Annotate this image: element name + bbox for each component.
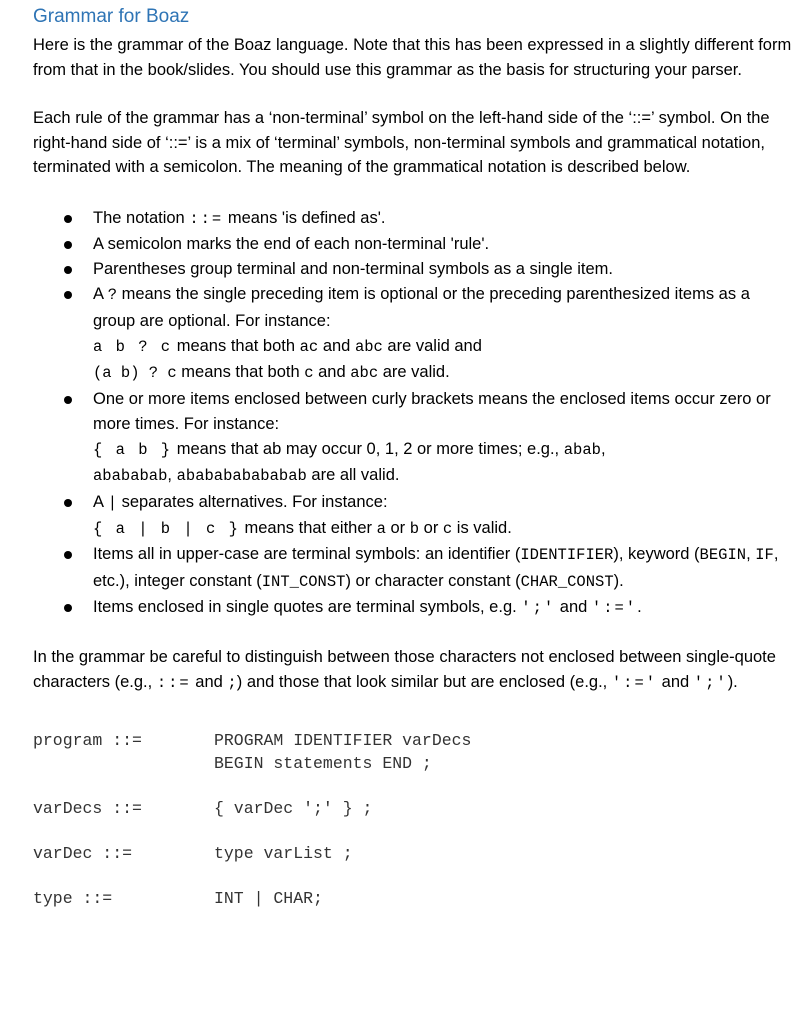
rule-rhs: type varList ; [214, 844, 353, 864]
rule-rhs: BEGIN statements END ; [214, 754, 432, 774]
list-item: The notation ::= means 'is defined as'. [33, 206, 793, 232]
rule-rhs: INT | CHAR; [214, 889, 323, 909]
grammar-rule-program-continued [33, 752, 793, 775]
example-line: a b ? c means that both ac and abc are valid and [93, 336, 482, 356]
page-title: Grammar for Boaz [33, 6, 190, 27]
rules-description-paragraph: Each rule of the grammar has a ‘non-terminal’ symbol on the left-hand side of the ‘::=’ symbol. On the right-hand side of ‘::=’ is a mix of ‘terminal’ symbols, non-terminal symbols and grammatical notation, terminated with a semicolon. The meaning of the grammatical notation is described below. [33, 109, 770, 176]
grammar-rule-type [33, 887, 793, 910]
grammar-rule-vardec [33, 842, 793, 865]
grammar-rule-vardecs [33, 797, 793, 820]
rule-rhs: { varDec ';' } ; [214, 799, 373, 819]
list-item: Items all in upper-case are terminal symbols: an identifier (IDENTIFIER), keyword (BEGIN, IF, etc.), integer constant (INT_CONST) or character constant (CHAR_CONST). [33, 542, 793, 595]
grammar-rule-program [33, 729, 793, 752]
example-line: { a b } means that ab may occur 0, 1, 2 or more times; e.g., abab, abababab, ababababababab are all valid. [93, 440, 606, 486]
list-item: One or more items enclosed between curly brackets means the enclosed items occur zero or more times. For instance: { a b } means that ab may occur 0, 1, 2 or more times; e.g., abab, abababab, ababababababab are all valid. [33, 387, 793, 490]
grammar-rules [33, 729, 793, 910]
list-item: A ? means the single preceding item is optional or the preceding parenthesized items as a group are optional. For instance: a b ? c means that both ac and abc are valid and (a b) ? c means that both c and abc are valid. [33, 282, 793, 386]
rule-lhs: program ::= [33, 731, 142, 751]
rule-lhs: varDec ::= [33, 844, 133, 864]
rule-lhs: type ::= [33, 889, 113, 909]
example-line: { a | b | c } means that either a or b or c is valid. [93, 519, 512, 539]
rule-rhs: PROGRAM IDENTIFIER varDecs [214, 731, 472, 751]
notation-list [33, 206, 793, 622]
document-page [33, 5, 793, 910]
intro-paragraph: Here is the grammar of the Boaz language. Note that this has been expressed in a slightly different form from that in the book/slides. You should use this grammar as the basis for structuring your parser. [33, 36, 792, 79]
caution-paragraph: In the grammar be careful to distinguish between those characters not enclosed between single-quote characters (e.g., ::= and ;) and those that look similar but are enclosed (e.g., ':=' and ';'). [33, 648, 776, 692]
list-item: Parentheses group terminal and non-terminal symbols as a single item. [33, 257, 793, 282]
rule-lhs: varDecs ::= [33, 799, 142, 819]
list-item: Items enclosed in single quotes are terminal symbols, e.g. ';' and ':='. [33, 595, 793, 621]
example-line: (a b) ? c means that both c and abc are valid. [93, 363, 450, 383]
list-item: A | separates alternatives. For instance: { a | b | c } means that either a or b or c is valid. [33, 490, 793, 543]
list-item: A semicolon marks the end of each non-terminal 'rule'. [33, 232, 793, 257]
